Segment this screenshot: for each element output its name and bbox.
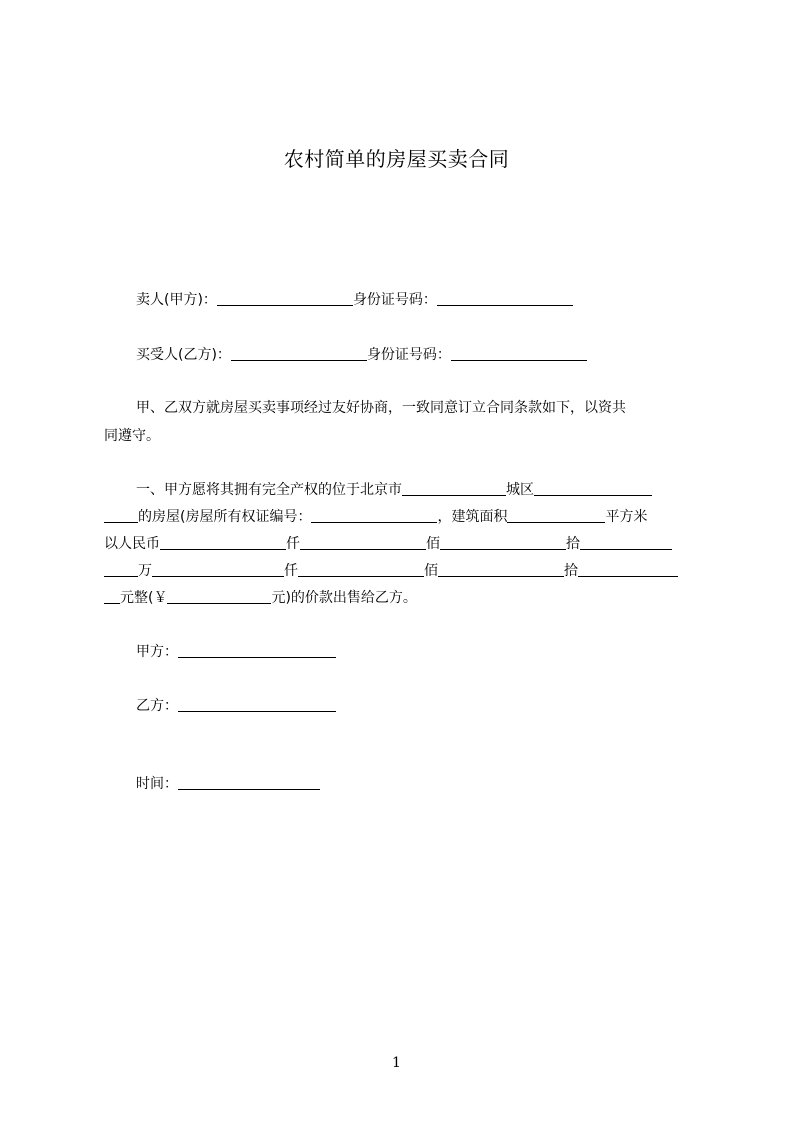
rmb-blank-3[interactable] bbox=[440, 535, 566, 550]
bai-label-2: 佰 bbox=[424, 563, 438, 579]
time-blank[interactable] bbox=[178, 775, 320, 790]
rmb-blank-4[interactable] bbox=[580, 535, 672, 550]
party-b-line bbox=[136, 696, 336, 716]
certificate-label: 的房屋(房屋所有权证编号： bbox=[138, 509, 312, 525]
seller-line bbox=[136, 290, 573, 310]
party-a-label: 甲方： bbox=[136, 644, 178, 660]
rmb-blank-2[interactable] bbox=[300, 535, 426, 550]
district-blank[interactable] bbox=[402, 481, 506, 496]
party-a-blank[interactable] bbox=[178, 643, 336, 658]
intro-line-2: 同遵守。 bbox=[104, 428, 160, 444]
document-title: 农村简单的房屋买卖合同 bbox=[283, 147, 510, 171]
party-b-blank[interactable] bbox=[178, 697, 336, 712]
area-blank[interactable] bbox=[507, 508, 605, 523]
seller-name-blank[interactable] bbox=[217, 291, 353, 306]
certificate-blank[interactable] bbox=[311, 508, 437, 523]
shi-label-2: 拾 bbox=[564, 563, 578, 579]
party-b-label: 乙方： bbox=[136, 698, 178, 714]
qian-label-2: 仟 bbox=[284, 563, 298, 579]
rmb-blank-6[interactable] bbox=[152, 562, 284, 577]
party-a-line bbox=[136, 642, 336, 662]
clause1-line-1 bbox=[136, 480, 652, 500]
buyer-id-blank[interactable] bbox=[451, 346, 587, 361]
clause1-line-5 bbox=[104, 588, 417, 608]
rmb-blank-5[interactable] bbox=[104, 562, 138, 577]
clause1-line-2 bbox=[104, 507, 647, 527]
buyer-name-blank[interactable] bbox=[231, 346, 367, 361]
shi-label: 拾 bbox=[566, 536, 580, 552]
area-label: ，建筑面积 bbox=[437, 509, 508, 525]
clause1-line-4 bbox=[104, 561, 678, 581]
bai-label: 佰 bbox=[426, 536, 440, 552]
seller-label: 卖人(甲方)： bbox=[136, 292, 217, 308]
clause1-line-3 bbox=[104, 534, 672, 554]
time-line bbox=[136, 774, 320, 794]
rmb-blank-9[interactable] bbox=[578, 562, 678, 577]
rmb-blank-8[interactable] bbox=[438, 562, 564, 577]
sqm-label: 平方米 bbox=[605, 509, 648, 525]
address-cont-blank[interactable] bbox=[104, 508, 138, 523]
wan-label: 万 bbox=[138, 563, 152, 579]
clause1-location-label: 一、甲方愿将其拥有完全产权的位于北京市 bbox=[136, 482, 402, 498]
seller-id-blank[interactable] bbox=[437, 291, 573, 306]
buyer-id-label: 身份证号码： bbox=[366, 347, 451, 363]
rmb-blank-1[interactable] bbox=[160, 535, 286, 550]
buyer-label: 买受人(乙方)： bbox=[136, 347, 231, 363]
district-label: 城区 bbox=[506, 482, 534, 498]
yuan-end-label: 元)的价款出售给乙方。 bbox=[271, 590, 417, 606]
address-blank[interactable] bbox=[534, 481, 652, 496]
buyer-line bbox=[136, 345, 587, 365]
time-label: 时间： bbox=[136, 776, 178, 792]
page-number: 1 bbox=[392, 1055, 401, 1071]
seller-id-label: 身份证号码： bbox=[352, 292, 437, 308]
rmb-label: 以人民币 bbox=[104, 536, 160, 552]
rmb-blank-10[interactable] bbox=[104, 589, 120, 604]
rmb-blank-7[interactable] bbox=[298, 562, 424, 577]
yuan-zheng-label: 元整(￥ bbox=[120, 590, 168, 606]
amount-blank[interactable] bbox=[167, 589, 271, 604]
qian-label: 仟 bbox=[286, 536, 300, 552]
intro-line-1: 甲、乙双方就房屋买卖事项经过友好协商，一致同意订立合同条款如下，以资共 bbox=[136, 400, 626, 416]
